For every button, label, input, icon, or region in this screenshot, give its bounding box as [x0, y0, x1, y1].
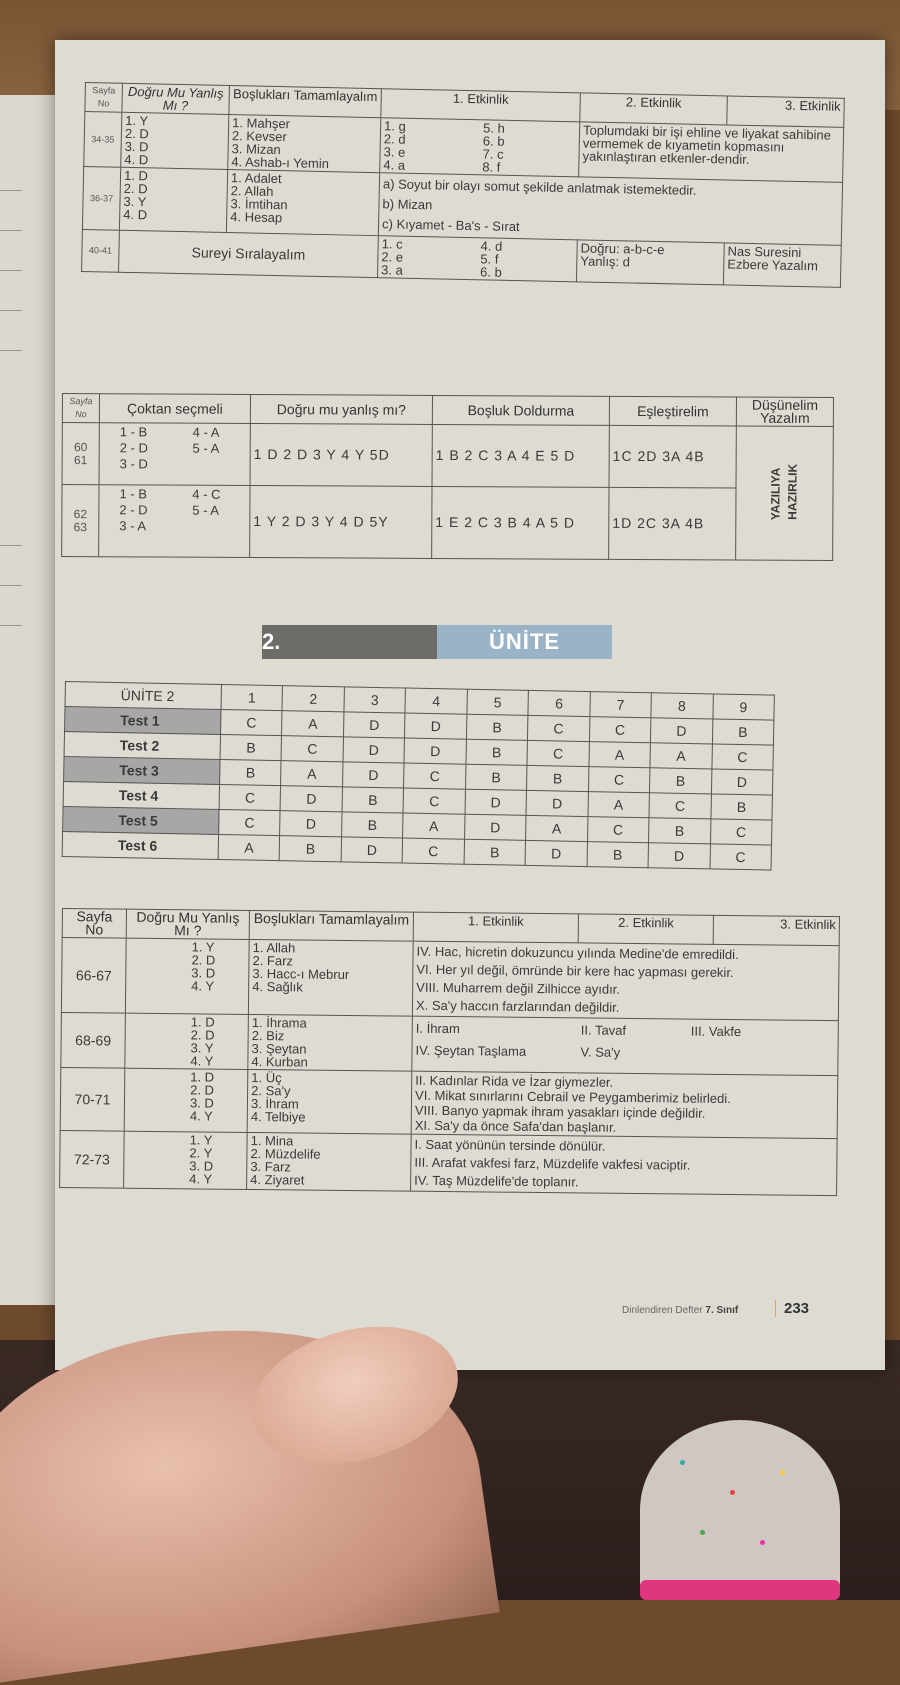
answer: III. Arafat vakfesi farz, Müzdelife vakfesi vaciptir. — [414, 1154, 833, 1176]
answer: 3. İmtihan — [230, 197, 375, 213]
answer-cell: D — [343, 712, 405, 738]
page-number: 62 — [65, 508, 95, 521]
header-bosluk: Boşlukları Tamamlayalım — [229, 86, 382, 118]
answer: VI. Her yıl değil, ömründe bir kere hac yapması gerekir. — [416, 961, 835, 983]
answer-cell: B — [342, 787, 404, 813]
answer: a) Soyut bir olayı somut şekilde anlatmak istemektedir. — [383, 174, 839, 204]
answer-cell: D — [526, 790, 588, 816]
column-header: 1 — [221, 685, 283, 711]
answer: 3. e — [383, 145, 476, 160]
answer-cell: C — [221, 709, 283, 735]
answer: XI. Sa'y da önce Safa'dan başlanır. — [415, 1118, 834, 1137]
test-label: Test 1 — [65, 707, 221, 735]
table-row — [62, 485, 833, 561]
answer: 4. Telbiye — [251, 1110, 408, 1125]
coktan-b-cell — [189, 423, 250, 485]
unit-review-table — [61, 393, 834, 561]
answer-cell: B — [280, 836, 342, 862]
answer: 4. d — [481, 239, 574, 254]
header-dogru: Doğru mu yanlış mı? — [250, 394, 432, 424]
answer-cell: B — [220, 759, 282, 785]
etkinlik1-b-cell — [477, 238, 577, 282]
answer: 2. Allah — [231, 184, 376, 200]
sayfa-cell — [62, 485, 99, 557]
answer: VIII. Banyo yapmak ihram yasakları içinde değildir. — [415, 1103, 834, 1122]
column-header: 5 — [467, 689, 529, 715]
answer-cell: D — [343, 737, 405, 763]
answer-cell: A — [588, 792, 650, 818]
answer: II. Kadınlar Rida ve İzar giymezler. — [415, 1073, 834, 1092]
answer-cell: D — [405, 713, 467, 739]
answer-cell: C — [219, 809, 281, 835]
answer: 4. Y — [191, 979, 245, 993]
answer: 3. Hacc-ı Mebrur — [252, 967, 409, 982]
answer: IV. Hac, hicretin dokuzuncu yılında Medine'de emredildi. — [416, 943, 835, 965]
unit-number-banner: 2. — [262, 625, 437, 659]
answer-cell: C — [649, 793, 711, 819]
page-number: 233 — [775, 1300, 809, 1317]
header-etkinlik-2: 2. Etkinlik — [578, 914, 714, 944]
answer: 2 - D — [120, 440, 187, 456]
sureyi-siralayalim-cell: Sureyi Sıralayalım — [119, 230, 379, 277]
answer: 4. Hesap — [230, 210, 375, 226]
answer: 3. D — [125, 140, 225, 155]
header-bosluk: Boşluk Doldurma — [432, 395, 609, 425]
dogru-cell — [124, 1068, 248, 1132]
answer-cell: C — [219, 784, 281, 810]
answer: 7. c — [482, 147, 575, 162]
answer-cell: B — [466, 714, 528, 740]
answer: Nas Suresini — [727, 244, 837, 259]
dogru-cell — [125, 938, 249, 1014]
answer: 4. D — [124, 153, 224, 168]
answer: 4. Kurban — [251, 1055, 408, 1070]
sayfa-cell: 70-71 — [60, 1067, 125, 1131]
answer-cell: A — [650, 743, 712, 769]
answer-cell: A — [282, 711, 344, 737]
answer: 1 - B — [119, 486, 186, 502]
answer-cell: D — [465, 789, 527, 815]
answer-cell: B — [710, 794, 772, 820]
answer: 1. Mahşer — [232, 116, 377, 132]
coktan-b-cell — [189, 485, 250, 557]
dogru-cell — [119, 167, 227, 232]
answer-cell: D — [280, 786, 342, 812]
header-bosluk: Boşlukları Tamamlayalım — [249, 910, 413, 941]
column-header: 4 — [405, 688, 467, 714]
header-dusun: Düşünelim Yazalım — [736, 397, 833, 427]
answer: VI. Mikat sınırlarını Cebrail ve Peygamberimiz belirledi. — [415, 1088, 834, 1107]
answer: 3 - A — [119, 518, 186, 534]
answer-cell: B — [650, 768, 712, 794]
header-etkinlik-3: 3. Etkinlik — [713, 915, 839, 945]
column-header: 8 — [651, 693, 713, 719]
answer: 3. Mizan — [232, 142, 377, 158]
answer-cell: B — [649, 818, 711, 844]
answer-cell: A — [589, 742, 651, 768]
answer: 2. Biz — [252, 1029, 409, 1044]
answer-cell: A — [281, 761, 343, 787]
grade-label: 7. Sınıf — [705, 1305, 738, 1316]
test-label: Test 2 — [64, 732, 220, 760]
answer: 3. D — [189, 1159, 243, 1173]
header-etkinlik-2: 2. Etkinlik — [580, 93, 728, 125]
table-row — [60, 1067, 838, 1138]
test-label: Test 5 — [63, 806, 219, 834]
answer: 6. b — [483, 134, 576, 149]
etkinlik3-cell — [723, 243, 841, 287]
test-label: Test 4 — [63, 781, 219, 809]
answer: 4. D — [123, 208, 223, 223]
test-table-body — [62, 707, 774, 871]
answer: 3. a — [381, 263, 474, 278]
dusunelim-cell — [736, 426, 834, 561]
etkinlik-cell — [411, 1071, 838, 1138]
answer: X. Sa'y haccın farzlarından değildir. — [416, 997, 835, 1019]
header-dogru: Doğru Mu Yanlış Mı ? — [122, 83, 230, 114]
table-row — [60, 1130, 838, 1195]
header-coktan: Çoktan seçmeli — [99, 394, 250, 424]
sayfa-cell: 36-37 — [82, 166, 120, 230]
bosluk-cell — [228, 115, 381, 173]
answer: 2. d — [384, 132, 477, 147]
answer-cell: A — [403, 813, 465, 839]
answer: 2. Farz — [252, 954, 409, 969]
answer-cell: C — [711, 744, 773, 770]
bottom-answer-table — [59, 908, 840, 1196]
bosluk-cell — [247, 1069, 412, 1134]
answer: Ezbere Yazalım — [727, 257, 837, 272]
answer: b) Mizan — [382, 194, 838, 224]
coktan-a-cell — [99, 485, 190, 557]
answer-cell: B — [464, 839, 526, 865]
esles-cell: 1D 2C 3A 4B — [609, 487, 736, 560]
answer-cell: D — [711, 769, 773, 795]
answer: 1. Adalet — [231, 171, 376, 187]
answer: 2. D — [191, 1028, 245, 1042]
answer: 1. g — [384, 119, 477, 134]
header-etkinlik-3: 3. Etkinlik — [727, 96, 845, 127]
answer-cell: B — [466, 739, 528, 765]
answer: 4. Y — [190, 1054, 244, 1068]
etkinlik23-cell: Toplumdaki bir işi ehline ve liyakat sahibine vermemek de kıyametin kopmasını yakınlaştıran etkenler-dendir. — [579, 122, 844, 183]
answer: 2. Kevser — [232, 129, 377, 145]
table-row — [61, 1012, 839, 1075]
answer: 4. Ziyaret — [250, 1173, 407, 1188]
answer: VIII. Muharrem değil Zilhicce ayıdır. — [416, 979, 835, 1001]
answer-cell: A — [526, 815, 588, 841]
answer: 5 - A — [193, 441, 247, 457]
answer: 3. D — [190, 1096, 244, 1110]
answer: 4. Y — [190, 1109, 244, 1123]
test-label: Test 6 — [62, 831, 218, 859]
answer: Yanlış: d — [580, 254, 720, 270]
header-dogru: Doğru Mu Yanlış Mı ? — [126, 909, 249, 939]
bosluk-cell: 1 B 2 C 3 A 4 E 5 D — [432, 424, 609, 487]
etkinlik1-b-cell — [479, 120, 580, 177]
answer-cell: C — [281, 736, 343, 762]
answer-cell: C — [528, 715, 590, 741]
answer: 1. Üç — [251, 1071, 408, 1086]
dogru-cell: 1 D 2 D 3 Y 4 Y 5D — [250, 423, 432, 486]
answer: 1. İhrama — [252, 1016, 409, 1031]
answer: 1. Y — [192, 940, 246, 954]
answer-cell: B — [341, 812, 403, 838]
dogru-cell — [121, 112, 229, 169]
answer: 2. Sa'y — [251, 1084, 408, 1099]
column-header: 7 — [590, 692, 652, 718]
answer: 1. Y — [190, 1133, 244, 1147]
answer: 2. Y — [189, 1146, 243, 1160]
answer-cell: C — [527, 740, 589, 766]
etkinlik1-a-cell — [377, 236, 477, 280]
answer: 2. D — [125, 127, 225, 142]
coktan-a-cell — [99, 423, 190, 485]
sayfa-cell: 40-41 — [82, 229, 120, 272]
answer-cell: D — [404, 738, 466, 764]
answer: 3. D — [191, 966, 245, 980]
answer-cell: C — [589, 717, 651, 743]
answer-cell: D — [464, 814, 526, 840]
sayfa-cell — [62, 423, 99, 485]
answer: 4 - C — [192, 487, 246, 503]
answer-cell: D — [280, 811, 342, 837]
dogru-cell: 1 Y 2 D 3 Y 4 D 5Y — [250, 485, 432, 558]
answer: 5. h — [483, 121, 576, 136]
etkinlik-all-cell — [378, 173, 842, 246]
page-number: 60 — [66, 441, 96, 454]
answer-cell: C — [402, 838, 464, 864]
answer: 1. Allah — [253, 941, 410, 956]
unit-title-banner: ÜNİTE — [437, 625, 612, 659]
answer: V. Sa'y — [580, 1041, 690, 1064]
header-sayfa: Sayfa No — [62, 909, 126, 939]
answer: 3. İhram — [251, 1097, 408, 1112]
answer-cell: C — [710, 819, 772, 845]
bosluk-cell: 1 E 2 C 3 B 4 A 5 D — [432, 486, 609, 559]
header-esles: Eşleştirelim — [609, 396, 736, 426]
answer: 2 - D — [119, 502, 186, 518]
answer: 2. Müzdelife — [250, 1147, 407, 1162]
etkinlik-cell — [411, 1134, 838, 1195]
answer-cell: C — [403, 788, 465, 814]
answer-cell: B — [465, 764, 527, 790]
answer: 3 - D — [120, 456, 187, 472]
etkinlik-cell — [412, 1016, 839, 1075]
page-number: 61 — [66, 454, 96, 467]
answer: 4. Sağlık — [252, 980, 409, 995]
hazirlik-label: HAZIRLIK — [786, 464, 799, 520]
answer: 1. Y — [125, 114, 225, 129]
answer-cell: D — [648, 843, 710, 869]
answer-cell: D — [342, 762, 404, 788]
answer: 2. D — [124, 182, 224, 197]
etkinlik-grid-row — [415, 1040, 834, 1066]
answer-cell: B — [527, 765, 589, 791]
answer: IV. Taş Müzdelife'de toplanır. — [414, 1172, 833, 1194]
answer: II. Tavaf — [581, 1019, 691, 1042]
column-header: 2 — [282, 686, 344, 712]
answer: I. İhram — [416, 1018, 581, 1042]
answer-cell: D — [650, 718, 712, 744]
yaziliya-label: YAZILIYA — [770, 467, 783, 520]
answer-cell: B — [587, 842, 649, 868]
column-header: 3 — [344, 687, 406, 713]
answer: 2. D — [190, 1083, 244, 1097]
answer: I. Saat yönünün tersinde dönülür. — [414, 1136, 833, 1158]
answer: 1. Mina — [251, 1134, 408, 1149]
book-name: Dinlendiren Defter — [622, 1305, 703, 1316]
etkinlik-cell — [412, 941, 839, 1020]
answer: c) Kıyamet - Ba's - Sırat — [382, 214, 838, 244]
answer: 3. Y — [191, 1041, 245, 1055]
answer: 1. D — [191, 1015, 245, 1029]
page-number: 63 — [65, 521, 95, 534]
answer: 1. D — [190, 1070, 244, 1084]
mid-table-header — [62, 394, 833, 427]
sock-photo — [640, 1420, 840, 1600]
bosluk-cell — [248, 1014, 413, 1071]
answer: 1. D — [124, 169, 224, 184]
bosluk-cell — [248, 939, 413, 1016]
etkinlik2-cell — [576, 240, 724, 285]
answer: 5. f — [480, 252, 573, 267]
test-label: Test 3 — [64, 756, 220, 784]
sayfa-cell: 66-67 — [61, 938, 126, 1014]
column-header: 6 — [528, 690, 590, 716]
answer-cell: D — [341, 837, 403, 863]
sayfa-cell: 72-73 — [60, 1130, 125, 1188]
answer: 5 - A — [192, 503, 246, 519]
etkinlik1-a-cell — [380, 118, 481, 175]
table-row — [61, 938, 839, 1021]
answer-cell: B — [712, 719, 774, 745]
answer-cell: C — [404, 763, 466, 789]
answer: 3. Farz — [250, 1160, 407, 1175]
header-etkinlik-1: 1. Etkinlik — [381, 89, 581, 122]
answer: 3. Y — [123, 195, 223, 210]
answer: 2. D — [191, 953, 245, 967]
answer: III. Vakfe — [691, 1021, 742, 1044]
answer: 4. a — [383, 158, 476, 173]
bosluk-cell — [247, 1132, 412, 1191]
test-answer-key-table — [62, 681, 775, 871]
answer: 8. f — [482, 160, 575, 175]
header-etkinlik-1: 1. Etkinlik — [413, 912, 578, 943]
answer-cell: D — [525, 840, 587, 866]
answer: 2. e — [381, 250, 474, 265]
answer: 6. b — [480, 265, 573, 280]
dogru-cell — [124, 1131, 248, 1189]
dogru-cell — [125, 1013, 249, 1069]
column-header: 9 — [712, 694, 774, 720]
answer-cell: C — [588, 767, 650, 793]
header-sayfa: Sayfa No — [85, 83, 123, 113]
sayfa-cell: 34-35 — [84, 112, 122, 168]
answer-cell: C — [710, 844, 772, 870]
answer-cell: A — [218, 834, 280, 860]
answer: 4. Y — [189, 1172, 243, 1186]
answer: Doğru: a-b-c-e — [580, 241, 720, 257]
answer-cell: B — [220, 734, 282, 760]
answer: 3. Şeytan — [252, 1042, 409, 1057]
top-answer-table — [81, 82, 845, 288]
bosluk-cell — [226, 170, 379, 236]
answer: 1. c — [382, 237, 475, 252]
header-sayfa: Sayfa No — [62, 394, 99, 423]
answer: IV. Şeytan Taşlama — [415, 1040, 580, 1064]
answer: 1 - B — [120, 424, 187, 440]
sayfa-cell: 68-69 — [61, 1012, 126, 1068]
table-row — [62, 423, 833, 489]
esles-cell: 1C 2D 3A 4B — [609, 425, 736, 488]
unit-label: ÜNİTE 2 — [65, 682, 221, 710]
footer-book-title — [622, 1305, 738, 1316]
answer: 4 - A — [193, 425, 247, 441]
answer-cell: C — [587, 817, 649, 843]
answer: 4. Ashab-ı Yemin — [231, 155, 376, 171]
